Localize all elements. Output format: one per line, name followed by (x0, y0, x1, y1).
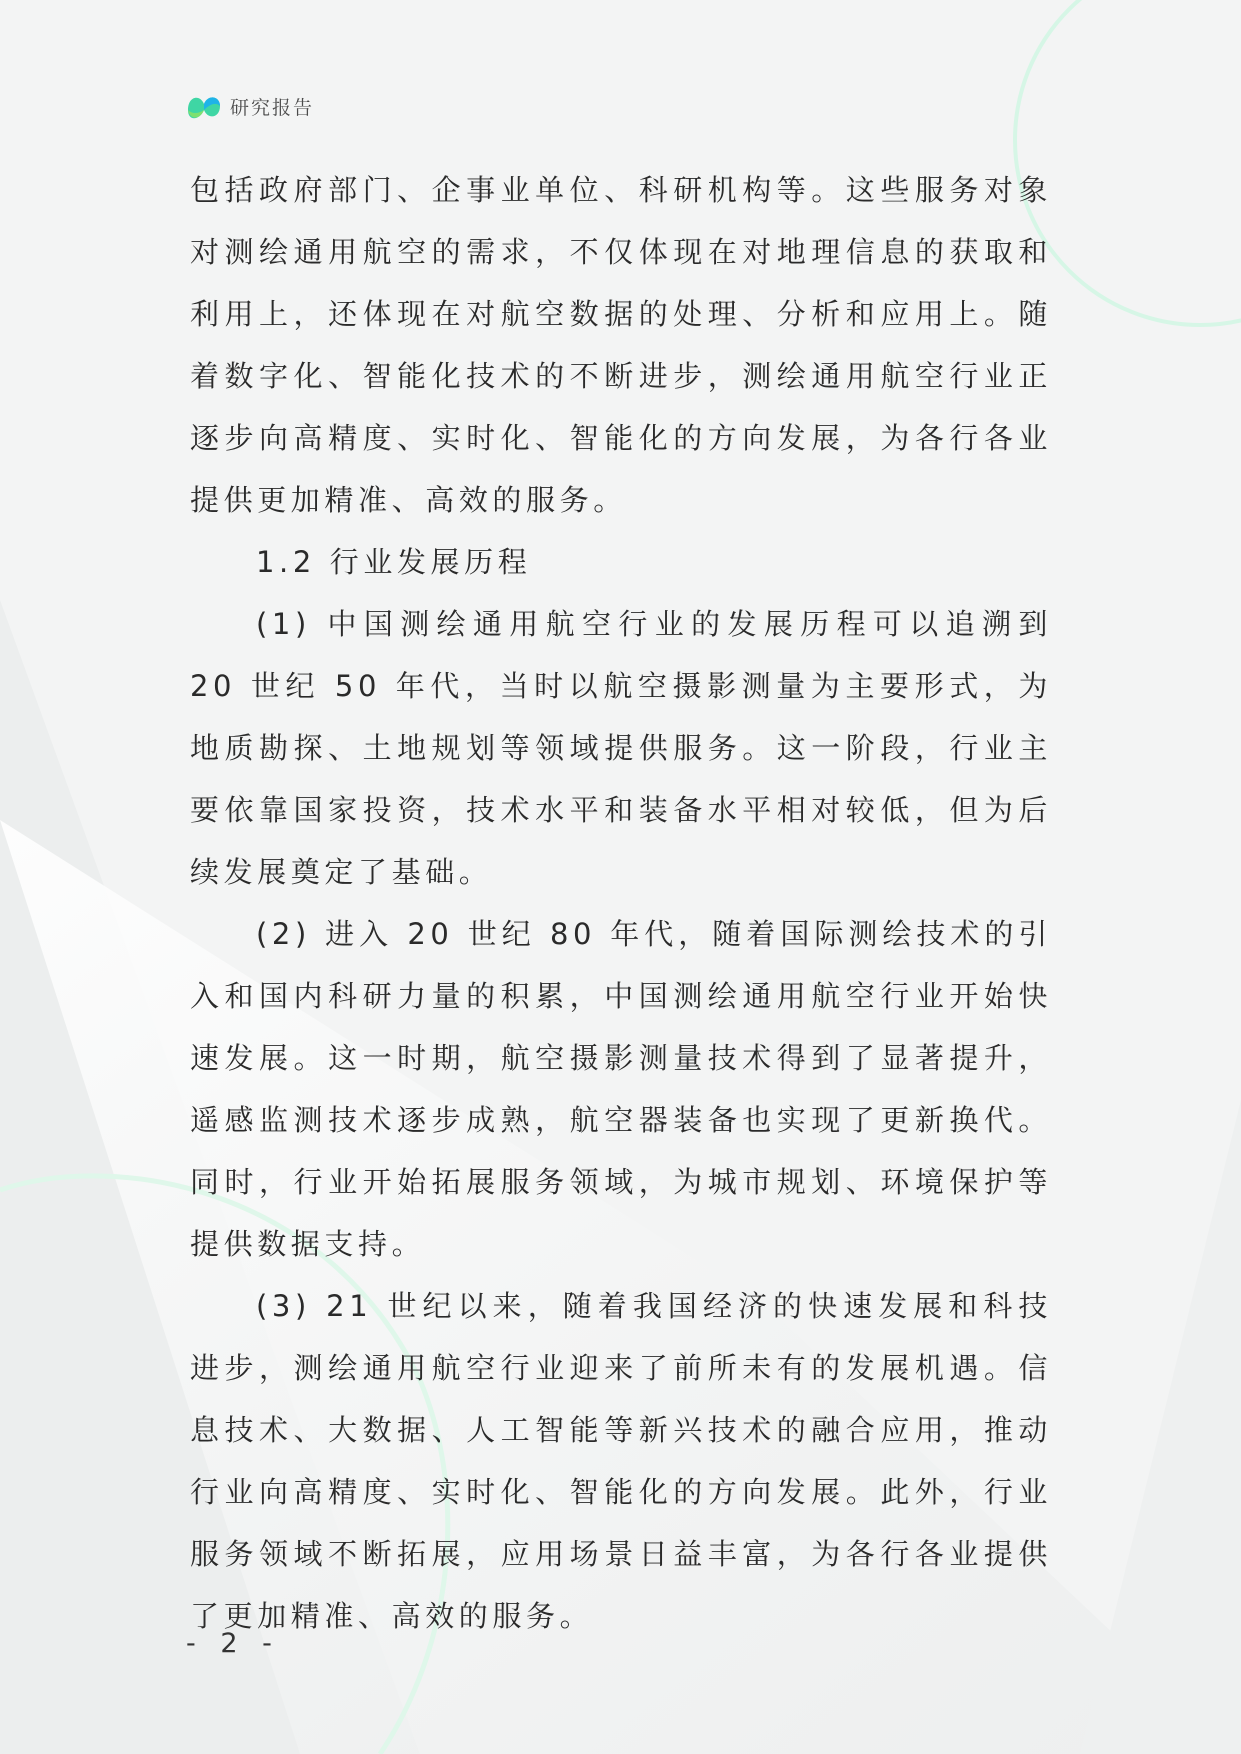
report-header (186, 88, 314, 124)
history-paragraph-2: (2) 进入 20 世纪 80 年代，随着国际测绘技术的引入和国内科研力量的积累，中国测绘通用航空行业开始快速发展。这一时期，航空摄影测量技术得到了显著提升，遥感监测技术逐步成熟，航空器装备也实现了更新换代。同时，行业开始拓展服务领域，为城市规划、环境保护等提供数据支持。 (190, 917, 1052, 1261)
history-paragraph-3: (3) 21 世纪以来，随着我国经济的快速发展和科技进步，测绘通用航空行业迎来了前所未有的发展机遇。信息技术、大数据、人工智能等新兴技术的融合应用，推动行业向高精度、实时化、智能化的方向发展。此外，行业服务领域不断拓展，应用场景日益丰富，为各行各业提供了更加精准、高效的服务。 (190, 1289, 1052, 1633)
document-body (190, 159, 1052, 1647)
section-heading: 1.2 行业发展历程 (256, 545, 532, 579)
page-number: - 2 - (186, 1628, 280, 1659)
header-title: 研究报告 (230, 96, 315, 119)
brand-logo-icon (186, 90, 222, 122)
body-paragraph: 包括政府部门、企事业单位、科研机构等。这些服务对象对测绘通用航空的需求，不仅体现在对地理信息的获取和利用上，还体现在对航空数据的处理、分析和应用上。随着数字化、智能化技术的不断进步，测绘通用航空行业正逐步向高精度、实时化、智能化的方向发展，为各行各业提供更加精准、高效的服务。 (190, 173, 1052, 517)
history-paragraph-1: (1) 中国测绘通用航空行业的发展历程可以追溯到 20 世纪 50 年代，当时以航空摄影测量为主要形式，为地质勘探、土地规划等领域提供服务。这一阶段，行业主要依靠国家投资，技术水平和装备水平相对较低，但为后续发展奠定了基础。 (190, 607, 1052, 889)
